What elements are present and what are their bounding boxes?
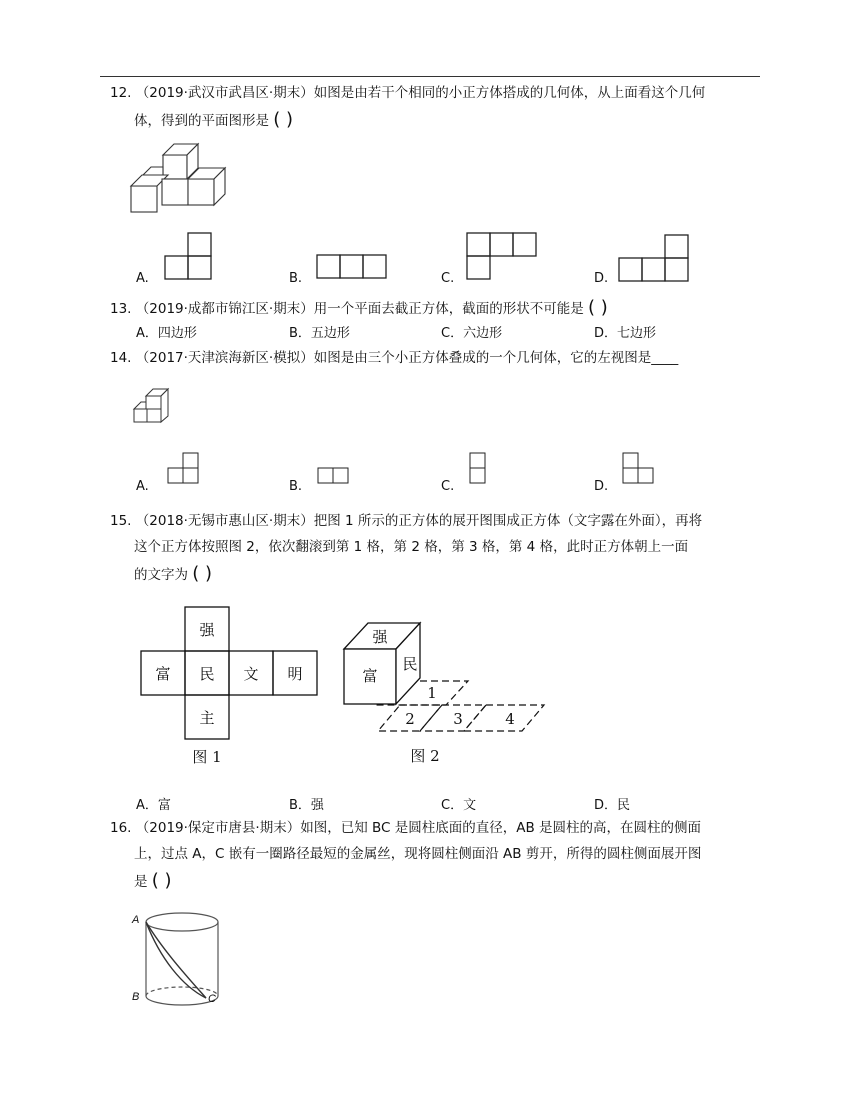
q15-line1 bbox=[110, 508, 702, 535]
q16-line2 bbox=[134, 841, 701, 868]
grid-cell-4: 4 bbox=[505, 710, 515, 728]
q14-source: （2017·天津滨海新区·模拟） bbox=[135, 350, 314, 366]
q12-option-b-figure bbox=[316, 254, 388, 280]
q13-source: （2019·成都市锦江区·期末） bbox=[135, 301, 314, 317]
q14-line1 bbox=[110, 345, 678, 372]
q12-option-d-figure bbox=[618, 234, 692, 284]
q15-option-b[interactable]: B．强 bbox=[289, 798, 324, 813]
q13-option-c[interactable]: C．六边形 bbox=[441, 326, 503, 341]
answer-parentheses: ( ) bbox=[151, 870, 172, 891]
q14-cube-figure bbox=[132, 382, 176, 424]
q12-option-c[interactable]: C. bbox=[441, 271, 455, 286]
q13-option-d[interactable]: D．七边形 bbox=[594, 326, 657, 341]
q15-source: （2018·无锡市惠山区·期末） bbox=[135, 513, 314, 529]
q14-option-d[interactable]: D. bbox=[594, 479, 609, 494]
cube-face-front: 富 bbox=[362, 667, 378, 685]
net-face-right-2: 明 bbox=[287, 665, 303, 683]
net-face-center: 民 bbox=[199, 665, 215, 683]
q15-number: 15. bbox=[110, 513, 132, 529]
grid-cell-1: 1 bbox=[427, 684, 437, 702]
q13-line1 bbox=[110, 294, 608, 323]
q12-option-d[interactable]: D. bbox=[594, 271, 609, 286]
q15-text-3: 的文字为 bbox=[134, 567, 188, 583]
q13-option-b[interactable]: B．五边形 bbox=[289, 326, 350, 341]
q15-text-2: 这个正方体按照图 2，依次翻滚到第 1 格，第 2 格，第 3 格，第 4 格，此时正方体朝上一面 bbox=[134, 539, 689, 555]
net-face-left: 富 bbox=[155, 665, 171, 683]
q15-line3 bbox=[134, 560, 212, 589]
net-face-right-1: 文 bbox=[243, 665, 259, 683]
q13-number: 13. bbox=[110, 301, 132, 317]
q12-text-1: 如图是由若干个相同的小正方体搭成的几何体，从上面看这个几何 bbox=[313, 85, 706, 101]
q12-source: （2019·武汉市武昌区·期末） bbox=[135, 85, 314, 101]
cube-face-side: 民 bbox=[402, 655, 418, 673]
q14-option-c[interactable]: C. bbox=[441, 479, 455, 494]
answer-parentheses: ( ) bbox=[192, 563, 213, 584]
q15-line2 bbox=[134, 534, 688, 561]
cube-face-top: 强 bbox=[372, 628, 388, 646]
grid-cell-3: 3 bbox=[453, 710, 463, 728]
q12-option-a[interactable]: A. bbox=[136, 271, 149, 286]
q16-line3 bbox=[134, 867, 172, 896]
grid-cell-2: 2 bbox=[405, 710, 415, 728]
q12-line2 bbox=[134, 106, 293, 135]
point-c-label: C bbox=[208, 993, 216, 1005]
q15-option-d[interactable]: D．民 bbox=[594, 798, 631, 813]
q14-option-a-figure bbox=[167, 452, 201, 486]
point-b-label: B bbox=[132, 991, 140, 1003]
q15-option-a[interactable]: A．富 bbox=[136, 798, 171, 813]
figure-2-caption: 图 2 bbox=[410, 747, 440, 765]
q16-text-1: 如图，已知 BC 是圆柱底面的直径，AB 是圆柱的高，在圆柱的侧面 bbox=[300, 820, 702, 836]
figure-1-caption: 图 1 bbox=[192, 748, 222, 766]
q15-text-1: 把图 1 所示的正方体的展开图围成正方体（文字露在外面），再将 bbox=[313, 513, 703, 529]
cube-roll-figure bbox=[340, 618, 550, 768]
q14-option-c-figure bbox=[469, 452, 487, 486]
q14-number: 14. bbox=[110, 350, 132, 366]
q14-option-b[interactable]: B. bbox=[289, 479, 303, 494]
q12-option-a-figure bbox=[164, 232, 214, 282]
q16-text-3: 是 bbox=[134, 874, 148, 890]
q15-option-c[interactable]: C．文 bbox=[441, 798, 477, 813]
q16-source: （2019·保定市唐县·期末） bbox=[135, 820, 301, 836]
q12-text-2: 体，得到的平面图形是 bbox=[134, 113, 269, 129]
answer-parentheses: ( ) bbox=[588, 297, 608, 318]
cube-net-figure bbox=[140, 606, 320, 766]
q13-text: 用一个平面去截正方体，截面的形状不可能是 bbox=[313, 301, 584, 317]
q13-option-a[interactable]: A．四边形 bbox=[136, 326, 197, 341]
answer-blank[interactable]: ____ bbox=[651, 350, 679, 366]
cylinder-figure bbox=[130, 906, 230, 1011]
answer-parentheses: ( ) bbox=[273, 109, 294, 130]
q14-option-b-figure bbox=[317, 467, 351, 485]
net-face-bottom: 主 bbox=[199, 709, 215, 727]
header-rule bbox=[100, 76, 760, 77]
q12-option-c-figure bbox=[466, 232, 540, 282]
point-a-label: A bbox=[132, 914, 140, 926]
q12-number: 12. bbox=[110, 85, 132, 101]
q14-option-a[interactable]: A. bbox=[136, 479, 149, 494]
q16-text-2: 上，过点 A，C 嵌有一圈路径最短的金属丝，现将圆柱侧面沿 AB 剪开，所得的圆柱侧面展开图 bbox=[134, 846, 702, 862]
q12-line1 bbox=[110, 80, 705, 107]
q16-line1 bbox=[110, 815, 701, 842]
q14-text: 如图是由三个小正方体叠成的一个几何体，它的左视图是 bbox=[313, 350, 652, 366]
net-face-top: 强 bbox=[199, 621, 215, 639]
q12-cube-figure bbox=[128, 140, 228, 215]
q12-option-b[interactable]: B. bbox=[289, 271, 303, 286]
q16-number: 16. bbox=[110, 820, 132, 836]
q14-option-d-figure bbox=[622, 452, 656, 486]
